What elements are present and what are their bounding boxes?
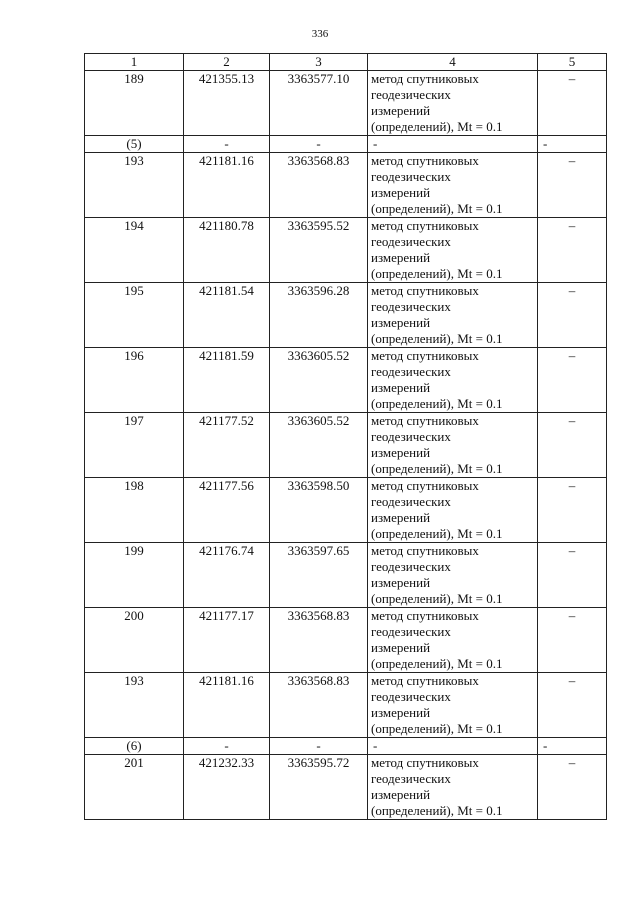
method-line: метод спутниковых bbox=[371, 478, 479, 493]
method-line: измерений bbox=[371, 705, 431, 720]
x-coordinate-cell: 421181.59 bbox=[184, 348, 270, 413]
method-line: геодезических bbox=[371, 689, 451, 704]
group-row bbox=[85, 738, 607, 755]
x-coordinate-cell: 421176.74 bbox=[184, 543, 270, 608]
table-row bbox=[85, 543, 607, 608]
table-row bbox=[85, 478, 607, 543]
method-line: геодезических bbox=[371, 169, 451, 184]
method-line: метод спутниковых bbox=[371, 153, 479, 168]
method-line: (определений), Mt = 0.1 bbox=[371, 461, 503, 476]
table-row bbox=[85, 755, 607, 820]
method-line: геодезических bbox=[371, 87, 451, 102]
method-line: измерений bbox=[371, 510, 431, 525]
point-number-cell: 195 bbox=[85, 283, 184, 348]
coordinates-table bbox=[84, 53, 607, 820]
point-number-cell: 194 bbox=[85, 218, 184, 283]
header-cell-2: 2 bbox=[184, 54, 270, 71]
method-line: (определений), Mt = 0.1 bbox=[371, 266, 503, 281]
y-coordinate-cell: 3363598.50 bbox=[270, 478, 368, 543]
point-number-cell: 200 bbox=[85, 608, 184, 673]
method-cell bbox=[368, 218, 538, 283]
table-row bbox=[85, 608, 607, 673]
method-line: метод спутниковых bbox=[371, 283, 479, 298]
method-line: геодезических bbox=[371, 429, 451, 444]
x-coordinate-cell: 421177.17 bbox=[184, 608, 270, 673]
point-number-cell: 196 bbox=[85, 348, 184, 413]
table-body bbox=[85, 54, 607, 820]
point-number-cell: 193 bbox=[85, 153, 184, 218]
y-coordinate-cell: 3363596.28 bbox=[270, 283, 368, 348]
y-coordinate-cell: - bbox=[270, 738, 368, 755]
method-line: метод спутниковых bbox=[371, 673, 479, 688]
note-cell: - bbox=[538, 738, 607, 755]
x-coordinate-cell: 421355.13 bbox=[184, 71, 270, 136]
method-line: измерений bbox=[371, 575, 431, 590]
method-line: геодезических bbox=[371, 364, 451, 379]
y-coordinate-cell: 3363605.52 bbox=[270, 348, 368, 413]
note-cell: – bbox=[538, 348, 607, 413]
group-row bbox=[85, 136, 607, 153]
note-cell: – bbox=[538, 478, 607, 543]
y-coordinate-cell: - bbox=[270, 136, 368, 153]
table-row bbox=[85, 413, 607, 478]
note-cell: – bbox=[538, 543, 607, 608]
note-cell: – bbox=[538, 218, 607, 283]
method-line: измерений bbox=[371, 640, 431, 655]
method-cell bbox=[368, 136, 538, 153]
method-line: (определений), Mt = 0.1 bbox=[371, 526, 503, 541]
point-number-cell: 199 bbox=[85, 543, 184, 608]
method-line: (определений), Mt = 0.1 bbox=[371, 396, 503, 411]
table-row bbox=[85, 673, 607, 738]
point-number-cell: (6) bbox=[85, 738, 184, 755]
method-line: геодезических bbox=[371, 559, 451, 574]
y-coordinate-cell: 3363568.83 bbox=[270, 673, 368, 738]
point-number-cell: 201 bbox=[85, 755, 184, 820]
header-cell-1: 1 bbox=[85, 54, 184, 71]
table-row bbox=[85, 283, 607, 348]
note-cell: - bbox=[538, 136, 607, 153]
method-cell bbox=[368, 348, 538, 413]
x-coordinate-cell: - bbox=[184, 738, 270, 755]
method-cell bbox=[368, 283, 538, 348]
method-line: геодезических bbox=[371, 771, 451, 786]
method-line: метод спутниковых bbox=[371, 608, 479, 623]
method-line: измерений bbox=[371, 315, 431, 330]
method-line: метод спутниковых bbox=[371, 543, 479, 558]
note-cell: – bbox=[538, 283, 607, 348]
method-cell bbox=[368, 755, 538, 820]
table-row bbox=[85, 218, 607, 283]
note-cell: – bbox=[538, 413, 607, 478]
method-line: (определений), Mt = 0.1 bbox=[371, 721, 503, 736]
method-line: измерений bbox=[371, 103, 431, 118]
method-line: (определений), Mt = 0.1 bbox=[371, 119, 503, 134]
method-line: измерений bbox=[371, 445, 431, 460]
method-cell bbox=[368, 71, 538, 136]
table-row bbox=[85, 71, 607, 136]
note-cell: – bbox=[538, 608, 607, 673]
point-number-cell: 197 bbox=[85, 413, 184, 478]
method-line: геодезических bbox=[371, 234, 451, 249]
page-number: 336 bbox=[311, 28, 329, 40]
method-line: (определений), Mt = 0.1 bbox=[371, 803, 503, 818]
point-number-cell: (5) bbox=[85, 136, 184, 153]
point-number-cell: 198 bbox=[85, 478, 184, 543]
method-line: измерений bbox=[371, 185, 431, 200]
x-coordinate-cell: 421181.16 bbox=[184, 673, 270, 738]
y-coordinate-cell: 3363595.52 bbox=[270, 218, 368, 283]
note-cell: – bbox=[538, 755, 607, 820]
method-cell bbox=[368, 153, 538, 218]
x-coordinate-cell: 421177.52 bbox=[184, 413, 270, 478]
y-coordinate-cell: 3363595.72 bbox=[270, 755, 368, 820]
y-coordinate-cell: 3363568.83 bbox=[270, 153, 368, 218]
header-cell-4: 4 bbox=[368, 54, 538, 71]
method-cell bbox=[368, 608, 538, 673]
method-line: измерений bbox=[371, 250, 431, 265]
method-cell bbox=[368, 673, 538, 738]
x-coordinate-cell: 421181.54 bbox=[184, 283, 270, 348]
point-number-cell: 189 bbox=[85, 71, 184, 136]
method-line: метод спутниковых bbox=[371, 218, 479, 233]
point-number-cell: 193 bbox=[85, 673, 184, 738]
method-cell bbox=[368, 738, 538, 755]
method-line: измерений bbox=[371, 787, 431, 802]
table-row bbox=[85, 153, 607, 218]
note-cell: – bbox=[538, 153, 607, 218]
y-coordinate-cell: 3363597.65 bbox=[270, 543, 368, 608]
header-cell-5: 5 bbox=[538, 54, 607, 71]
method-line: (определений), Mt = 0.1 bbox=[371, 656, 503, 671]
method-line: (определений), Mt = 0.1 bbox=[371, 331, 503, 346]
method-line: метод спутниковых bbox=[371, 348, 479, 363]
header-row bbox=[85, 54, 607, 71]
method-line: метод спутниковых bbox=[371, 413, 479, 428]
method-line: метод спутниковых bbox=[371, 755, 479, 770]
table-row bbox=[85, 348, 607, 413]
note-cell: – bbox=[538, 71, 607, 136]
method-line: геодезических bbox=[371, 624, 451, 639]
method-line: геодезических bbox=[371, 299, 451, 314]
y-coordinate-cell: 3363568.83 bbox=[270, 608, 368, 673]
method-line: измерений bbox=[371, 380, 431, 395]
method-cell bbox=[368, 478, 538, 543]
x-coordinate-cell: 421177.56 bbox=[184, 478, 270, 543]
method-line: - bbox=[373, 738, 378, 753]
method-line: метод спутниковых bbox=[371, 71, 479, 86]
method-line: - bbox=[373, 136, 378, 151]
method-line: геодезических bbox=[371, 494, 451, 509]
x-coordinate-cell: 421180.78 bbox=[184, 218, 270, 283]
x-coordinate-cell: 421232.33 bbox=[184, 755, 270, 820]
method-line: (определений), Mt = 0.1 bbox=[371, 591, 503, 606]
x-coordinate-cell: 421181.16 bbox=[184, 153, 270, 218]
method-line: (определений), Mt = 0.1 bbox=[371, 201, 503, 216]
y-coordinate-cell: 3363605.52 bbox=[270, 413, 368, 478]
note-cell: – bbox=[538, 673, 607, 738]
header-cell-3: 3 bbox=[270, 54, 368, 71]
y-coordinate-cell: 3363577.10 bbox=[270, 71, 368, 136]
method-cell bbox=[368, 543, 538, 608]
method-cell bbox=[368, 413, 538, 478]
x-coordinate-cell: - bbox=[184, 136, 270, 153]
